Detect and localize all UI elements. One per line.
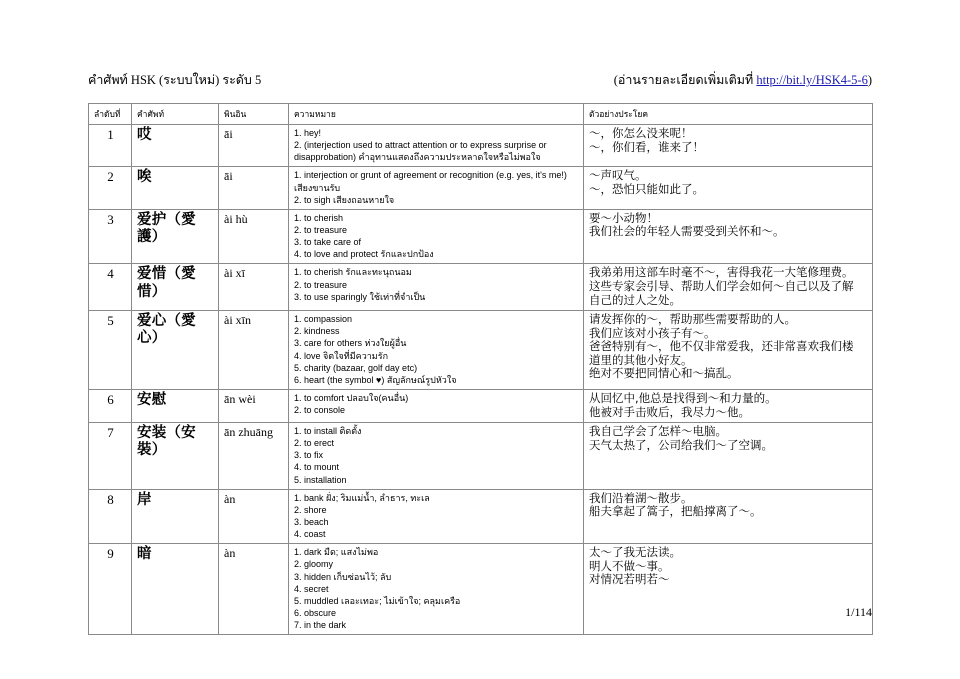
header-note-prefix: (อ่านรายละเอียดเพิ่มเติมที่ [613, 73, 757, 87]
cell-meaning [289, 311, 584, 390]
definition-line: 1. to install ติดตั้ง [294, 426, 362, 437]
cell-word: 爱护（愛護） [132, 209, 219, 264]
cell-pinyin: āi [219, 167, 289, 209]
cell-pinyin: ài hù [219, 209, 289, 264]
definition-line: 2. to erect [294, 438, 335, 449]
definition-line: 2. kindness [294, 326, 340, 337]
cell-examples [584, 389, 873, 422]
table-row [89, 167, 873, 209]
column-header-number: ลำดับที่ [89, 104, 132, 125]
example-line: 道里的其他小好友。 [589, 352, 693, 367]
cell-word: 唉 [132, 167, 219, 209]
definition-line: 3. hidden เก็บซ่อนไว้; ลับ [294, 571, 392, 582]
column-header-word: คำศัพท์ [132, 104, 219, 125]
definition-line: 3. care for others ห่วงใยผู้อื่น [294, 338, 407, 349]
example-line: 绝对不要把同情心和～搞乱。 [589, 366, 739, 381]
example-line: 从回忆中,他总是找得到～和力量的。 [589, 390, 777, 405]
definition-line: 2. shore [294, 504, 327, 515]
cell-word: 暗 [132, 544, 219, 635]
cell-number: 3 [89, 209, 132, 264]
header-note-suffix: ) [867, 73, 872, 87]
column-header-pinyin: พินอิน [219, 104, 289, 125]
cell-word: 安慰 [132, 389, 219, 422]
definition-line: 4. to love and protect รักและปกป้อง [294, 249, 434, 260]
table-row [89, 264, 873, 311]
definition-line: 6. heart (the symbol ♥) สัญลักษณ์รูปหัวใจ [294, 374, 457, 385]
definition-line: 1. dark มืด; แสงไม่พอ [294, 547, 379, 558]
cell-number: 2 [89, 167, 132, 209]
cell-pinyin: ān zhuāng [219, 423, 289, 490]
example-line: 我自己学会了怎样～电脑。 [589, 424, 727, 439]
cell-word: 岸 [132, 489, 219, 544]
cell-pinyin: āi [219, 125, 289, 167]
example-line: 我弟弟用这部车时毫不～，害得我花一大笔修理费。 [589, 265, 854, 280]
cell-meaning [289, 389, 584, 422]
cell-number: 8 [89, 489, 132, 544]
table-row [89, 125, 873, 167]
definition-line: disapprobation) คำอุทานแสดงถึงความประหลาดใจหรือไม่พอใจ [294, 152, 541, 163]
definition-line: 1. bank ฝั่ง; ริมแม่น้ำ, ลำธาร, ทะเล [294, 492, 430, 503]
definition-line: 1. to cherish [294, 212, 344, 223]
cell-examples [584, 311, 873, 390]
definition-line: 2. (interjection used to attract attention or to express surprise or [294, 140, 547, 151]
cell-meaning [289, 423, 584, 490]
cell-number: 6 [89, 389, 132, 422]
example-line: 太～了我无法读。 [589, 545, 681, 560]
page-footer: 1/114 [845, 605, 872, 619]
example-line: 他被对手击败后，我尽力～他。 [589, 404, 750, 419]
cell-pinyin: ài xī [219, 264, 289, 311]
cell-word: 爱惜（愛惜） [132, 264, 219, 311]
definition-line: 3. to use sparingly ใช้เท่าที่จำเป็น [294, 291, 426, 302]
example-line: 请发挥你的～，帮助那些需要帮助的人。 [589, 312, 796, 327]
definition-line: 1. hey! [294, 128, 322, 138]
cell-examples [584, 167, 873, 209]
cell-pinyin: ān wèi [219, 389, 289, 422]
cell-word: 爱心（愛心） [132, 311, 219, 390]
cell-meaning [289, 544, 584, 635]
definition-line: 2. to sigh เสียงถอนหายใจ [294, 194, 395, 205]
document-title: คำศัพท์ HSK (ระบบใหม่) ระดับ 5 [88, 73, 262, 87]
example-line: 我们沿着湖～散步。 [589, 490, 693, 505]
definition-line: 5. installation [294, 474, 347, 485]
cell-pinyin: àn [219, 544, 289, 635]
table-header [89, 104, 873, 125]
definition-line: 3. beach [294, 517, 329, 528]
cell-examples [584, 423, 873, 490]
example-line: 明人不做～事。 [589, 558, 670, 573]
cell-pinyin: ài xīn [219, 311, 289, 390]
cell-number: 1 [89, 125, 132, 167]
definition-line: 4. coast [294, 529, 326, 540]
cell-pinyin: àn [219, 489, 289, 544]
example-line: ～，你们看，谁来了！ [589, 139, 704, 154]
definition-line: 2. to treasure [294, 224, 348, 235]
header-reference-note [614, 70, 872, 90]
column-header-meaning: ความหมาย [289, 104, 584, 125]
definition-line: 6. obscure [294, 608, 337, 619]
example-line: 天气太热了，公司给我们～了空调。 [589, 437, 773, 452]
column-header-examples: ตัวอย่างประโยค [584, 104, 873, 125]
example-line: 爸爸特别有～，他不仅非常爱我，还非常喜欢我们楼 [589, 339, 854, 354]
cell-examples [584, 125, 873, 167]
vocabulary-table [88, 103, 873, 635]
table-body [89, 125, 873, 635]
table-row [89, 544, 873, 635]
cell-number: 5 [89, 311, 132, 390]
example-line: 这些专家会引导、帮助人们学会如何～自己以及了解 [589, 278, 854, 293]
cell-meaning [289, 264, 584, 311]
definition-line: 7. in the dark [294, 620, 347, 631]
cell-word: 哎 [132, 125, 219, 167]
table-row [89, 423, 873, 490]
reference-link[interactable]: http://bit.ly/HSK4-5-6 [756, 73, 868, 87]
table-row [89, 311, 873, 390]
example-line: 我们社会的年轻人需要受到关怀和～。 [589, 224, 785, 239]
example-line: 要～小动物！ [589, 210, 658, 225]
cell-word: 安装（安裝） [132, 423, 219, 490]
definition-line: 1. compassion [294, 314, 353, 325]
cell-number: 4 [89, 264, 132, 311]
definition-line: 5. muddled เลอะเทอะ; ไม่เข้าใจ; คลุมเครือ [294, 595, 461, 606]
table-row [89, 489, 873, 544]
cell-examples [584, 489, 873, 544]
cell-meaning [289, 167, 584, 209]
definition-line: 4. to mount [294, 462, 340, 473]
cell-number: 9 [89, 544, 132, 635]
example-line: ～，你怎么没来呢！ [589, 126, 693, 140]
cell-meaning [289, 125, 584, 167]
example-line: 船夫拿起了篙子，把船撑离了～。 [589, 504, 762, 519]
document-header [88, 70, 872, 90]
cell-examples [584, 264, 873, 311]
definition-line: 1. to cherish รักและทะนุถนอม [294, 267, 412, 278]
definition-line: 3. to fix [294, 450, 324, 461]
cell-examples [584, 209, 873, 264]
example-line: 我们应该对小孩子有～。 [589, 325, 716, 340]
definition-line: 5. charity (bazaar, golf day etc) [294, 362, 418, 373]
table-header-row [89, 104, 873, 125]
cell-meaning [289, 209, 584, 264]
cell-meaning [289, 489, 584, 544]
definition-line: 2. to console [294, 405, 346, 416]
definition-line: 2. to treasure [294, 279, 348, 290]
definition-line: เสียงขานรับ [294, 182, 341, 193]
cell-number: 7 [89, 423, 132, 490]
table-row [89, 389, 873, 422]
definition-line: 2. gloomy [294, 559, 334, 570]
example-line: ～声叹气。 [589, 168, 647, 183]
table-row [89, 209, 873, 264]
example-line: 自己的过人之处。 [589, 292, 681, 307]
definition-line: 1. interjection or grunt of agreement or recognition (e.g. yes, it's me!) [294, 170, 567, 181]
example-line: 对情况若明若～ [589, 572, 670, 587]
example-line: ～，恐怕只能如此了。 [589, 181, 704, 196]
definition-line: 3. to take care of [294, 237, 362, 248]
definition-line: 1. to comfort ปลอบใจ(คนอื่น) [294, 392, 409, 403]
definition-line: 4. secret [294, 583, 329, 594]
cell-examples [584, 544, 873, 635]
definition-line: 4. love จิตใจที่มีความรัก [294, 350, 389, 361]
